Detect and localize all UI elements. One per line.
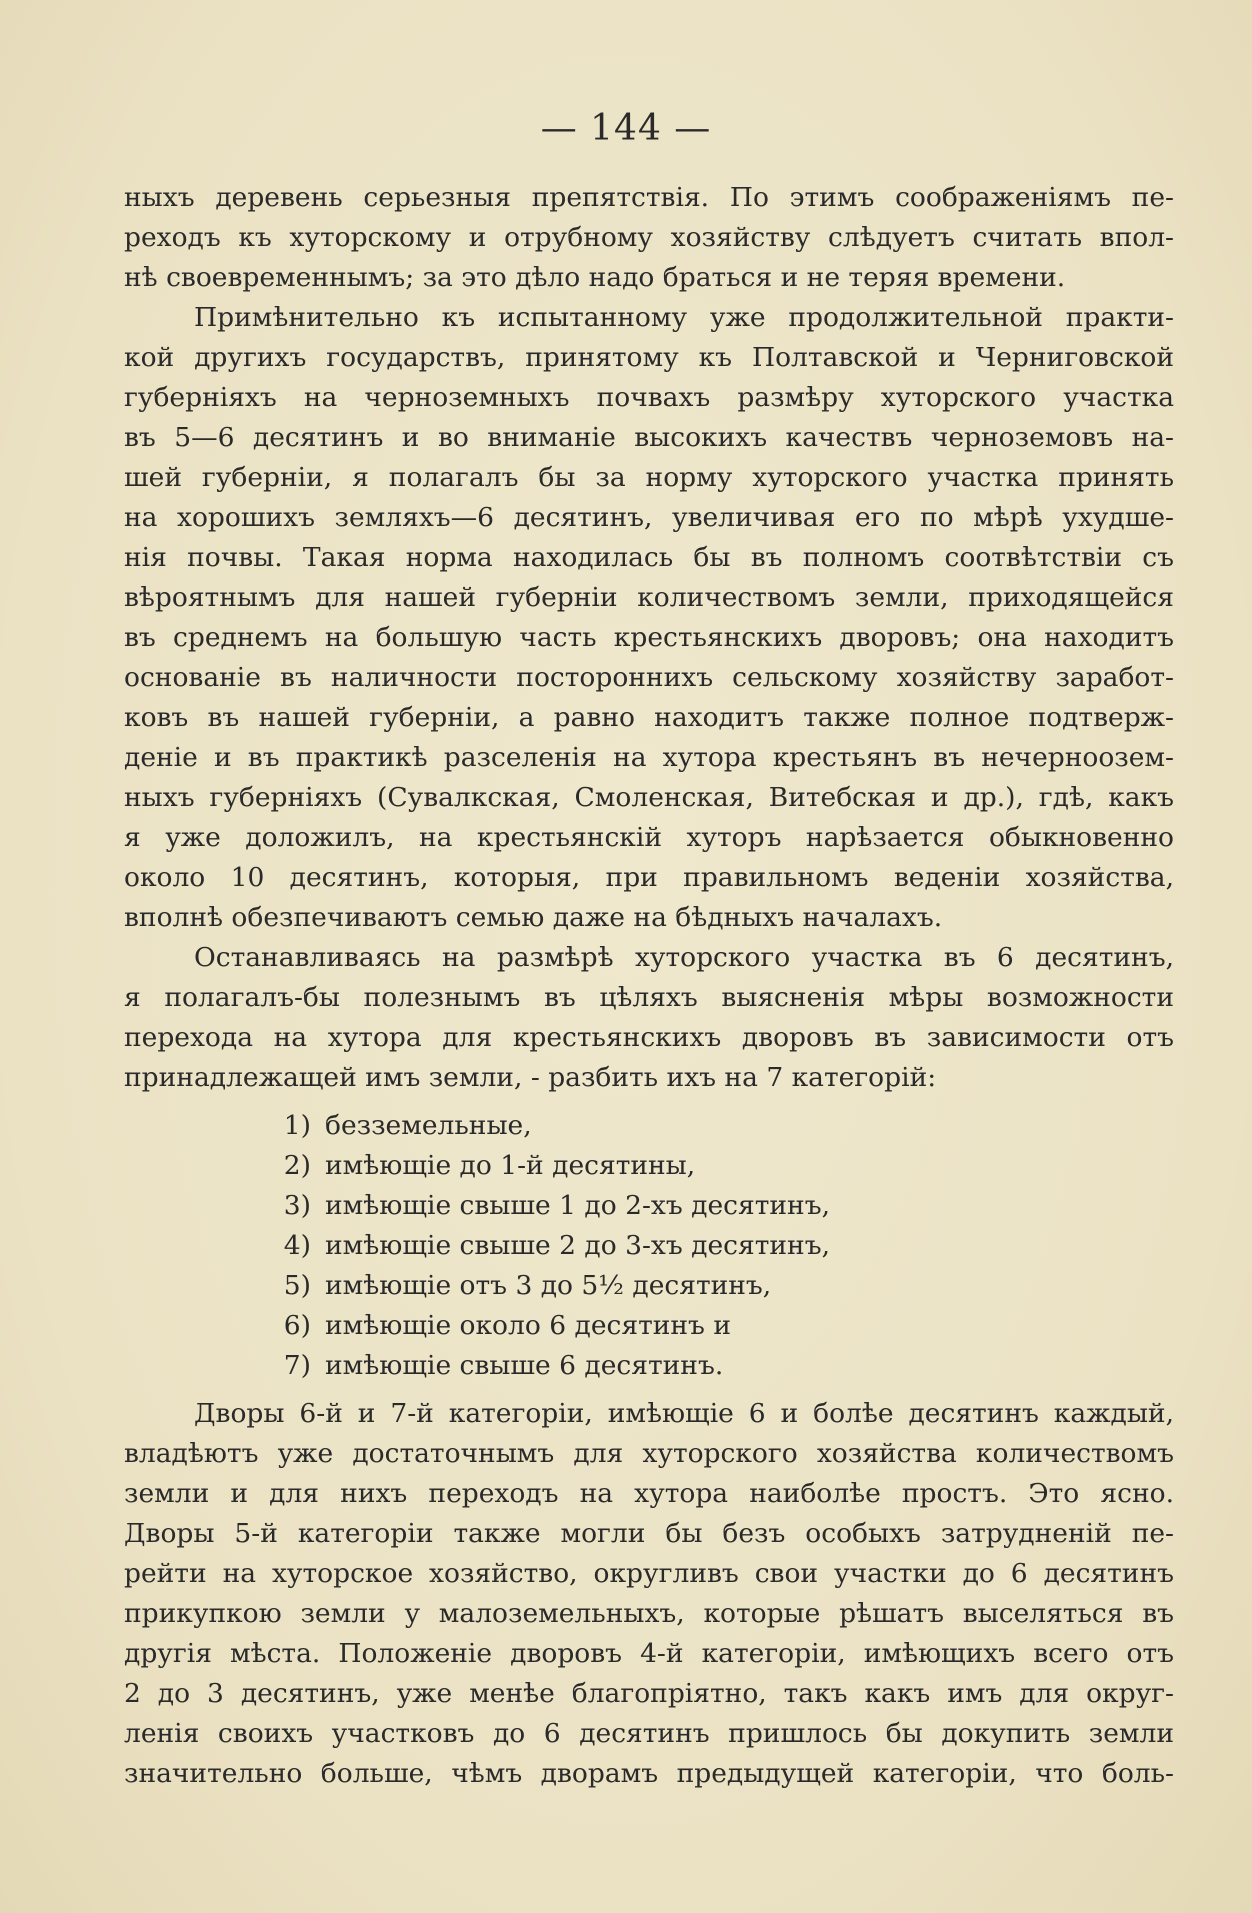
list-item [124,1186,1174,1226]
text-line: нія почвы. Такая норма находилась бы въ полномъ соотвѣтствіи съ [124,542,1174,573]
text-line: ковъ въ нашей губерніи, а равно находитъ также полное подтверж- [124,702,1174,733]
text-line: перехода на хутора для крестьянскихъ дворовъ въ зависимости отъ [124,1022,1174,1053]
text-line: шей губерніи, я полагалъ бы за норму хуторского участка принять [124,462,1174,493]
text-line: владѣютъ уже достаточнымъ для хуторского хозяйства количествомъ [124,1438,1174,1469]
text-line: прикупкою земли у малоземельныхъ, которые рѣшатъ выселяться въ [124,1598,1174,1629]
list-number: 7) [283,1350,311,1381]
text-line: нѣ своевременнымъ; за это дѣло надо браться и не теряя времени. [124,262,1066,293]
text-line: вѣроятнымъ для нашей губерніи количествомъ земли, приходящейся [124,582,1174,613]
text-line: значительно больше, чѣмъ дворамъ предыдущей категоріи, что боль- [124,1758,1174,1789]
text-line: рейти на хуторское хозяйство, округливъ свои участки до 6 десятинъ [124,1558,1174,1589]
text-line: я уже доложилъ, на крестьянскій хуторъ нарѣзается обыкновенно [124,822,1174,853]
text-line: основаніе въ наличности постороннихъ сельскому хозяйству заработ- [124,662,1174,693]
text-line: Дворы 6-й и 7-й категоріи, имѣющіе 6 и болѣе десятинъ каждый, [194,1398,1174,1429]
text-line: ныхъ деревень серьезныя препятствія. По этимъ соображеніямъ пе- [124,182,1174,213]
list-number: 2) [283,1150,311,1181]
paragraph-2 [124,298,1174,938]
list-number: 3) [283,1190,311,1221]
list-number: 4) [283,1230,311,1261]
text-line: деніе и въ практикѣ разселенія на хутора крестьянъ въ нечерноозем- [124,742,1174,773]
paragraph-4 [124,1394,1174,1794]
page-body [124,178,1174,1794]
paragraph-3 [124,938,1174,1098]
text-line: ныхъ губерніяхъ (Сувалкская, Смоленская, Витебская и др.), гдѣ, какъ [124,782,1174,813]
text-line: другія мѣста. Положеніе дворовъ 4-й категоріи, имѣющихъ всего отъ [124,1638,1174,1669]
text-line: ленія своихъ участковъ до 6 десятинъ пришлось бы докупить земли [124,1718,1174,1749]
text-line: Дворы 5-й категоріи также могли бы безъ особыхъ затрудненій пе- [124,1518,1174,1549]
list-text: безземельные, [325,1110,532,1141]
page-number: — 144 — [540,108,712,149]
list-number: 1) [283,1110,311,1141]
list-item [124,1306,1174,1346]
text-line: губерніяхъ на черноземныхъ почвахъ размѣру хуторского участка [124,382,1174,413]
list-item [124,1346,1174,1386]
text-line: вполнѣ обезпечиваютъ семью даже на бѣдныхъ началахъ. [124,902,943,933]
list-item [124,1226,1174,1266]
text-line: въ 5—6 десятинъ и во вниманіе высокихъ качествъ черноземовъ на- [124,422,1174,453]
paragraph-1 [124,178,1174,298]
list-item [124,1146,1174,1186]
text-line: 2 до 3 десятинъ, уже менѣе благопріятно, такъ какъ имъ для округ- [124,1678,1174,1709]
list-text: имѣющіе свыше 2 до 3-хъ десятинъ, [325,1230,830,1261]
list-text: имѣющіе около 6 десятинъ и [325,1310,732,1341]
text-line: принадлежащей имъ земли, - разбить ихъ на 7 категорій: [124,1062,937,1093]
text-line: я полагалъ-бы полезнымъ въ цѣляхъ выясненія мѣры возможности [124,982,1174,1013]
list-text: имѣющіе свыше 1 до 2-хъ десятинъ, [325,1190,830,1221]
text-line: земли и для нихъ переходъ на хутора наиболѣе простъ. Это ясно. [124,1478,1174,1509]
list-text: имѣющіе отъ 3 до 5½ десятинъ, [325,1270,772,1301]
text-line: Останавливаясь на размѣрѣ хуторского участка въ 6 десятинъ, [194,942,1174,973]
list-number: 5) [283,1270,311,1301]
list-text: имѣющіе до 1-й десятины, [325,1150,696,1181]
list-item [124,1106,1174,1146]
list-number: 6) [283,1310,311,1341]
category-list [124,1106,1174,1386]
text-line: реходъ къ хуторскому и отрубному хозяйству слѣдуетъ считать впол- [124,222,1174,253]
text-line: Примѣнительно къ испытанному уже продолжительной практи- [194,302,1174,333]
text-line: кой другихъ государствъ, принятому къ Полтавской и Черниговской [124,342,1174,373]
text-line: въ среднемъ на большую часть крестьянскихъ дворовъ; она находитъ [124,622,1174,653]
list-text: имѣющіе свыше 6 десятинъ. [325,1350,724,1381]
list-item [124,1266,1174,1306]
text-line: около 10 десятинъ, которыя, при правильномъ веденіи хозяйства, [124,862,1174,893]
text-line: на хорошихъ земляхъ—6 десятинъ, увеличивая его по мѣрѣ ухудше- [124,502,1174,533]
